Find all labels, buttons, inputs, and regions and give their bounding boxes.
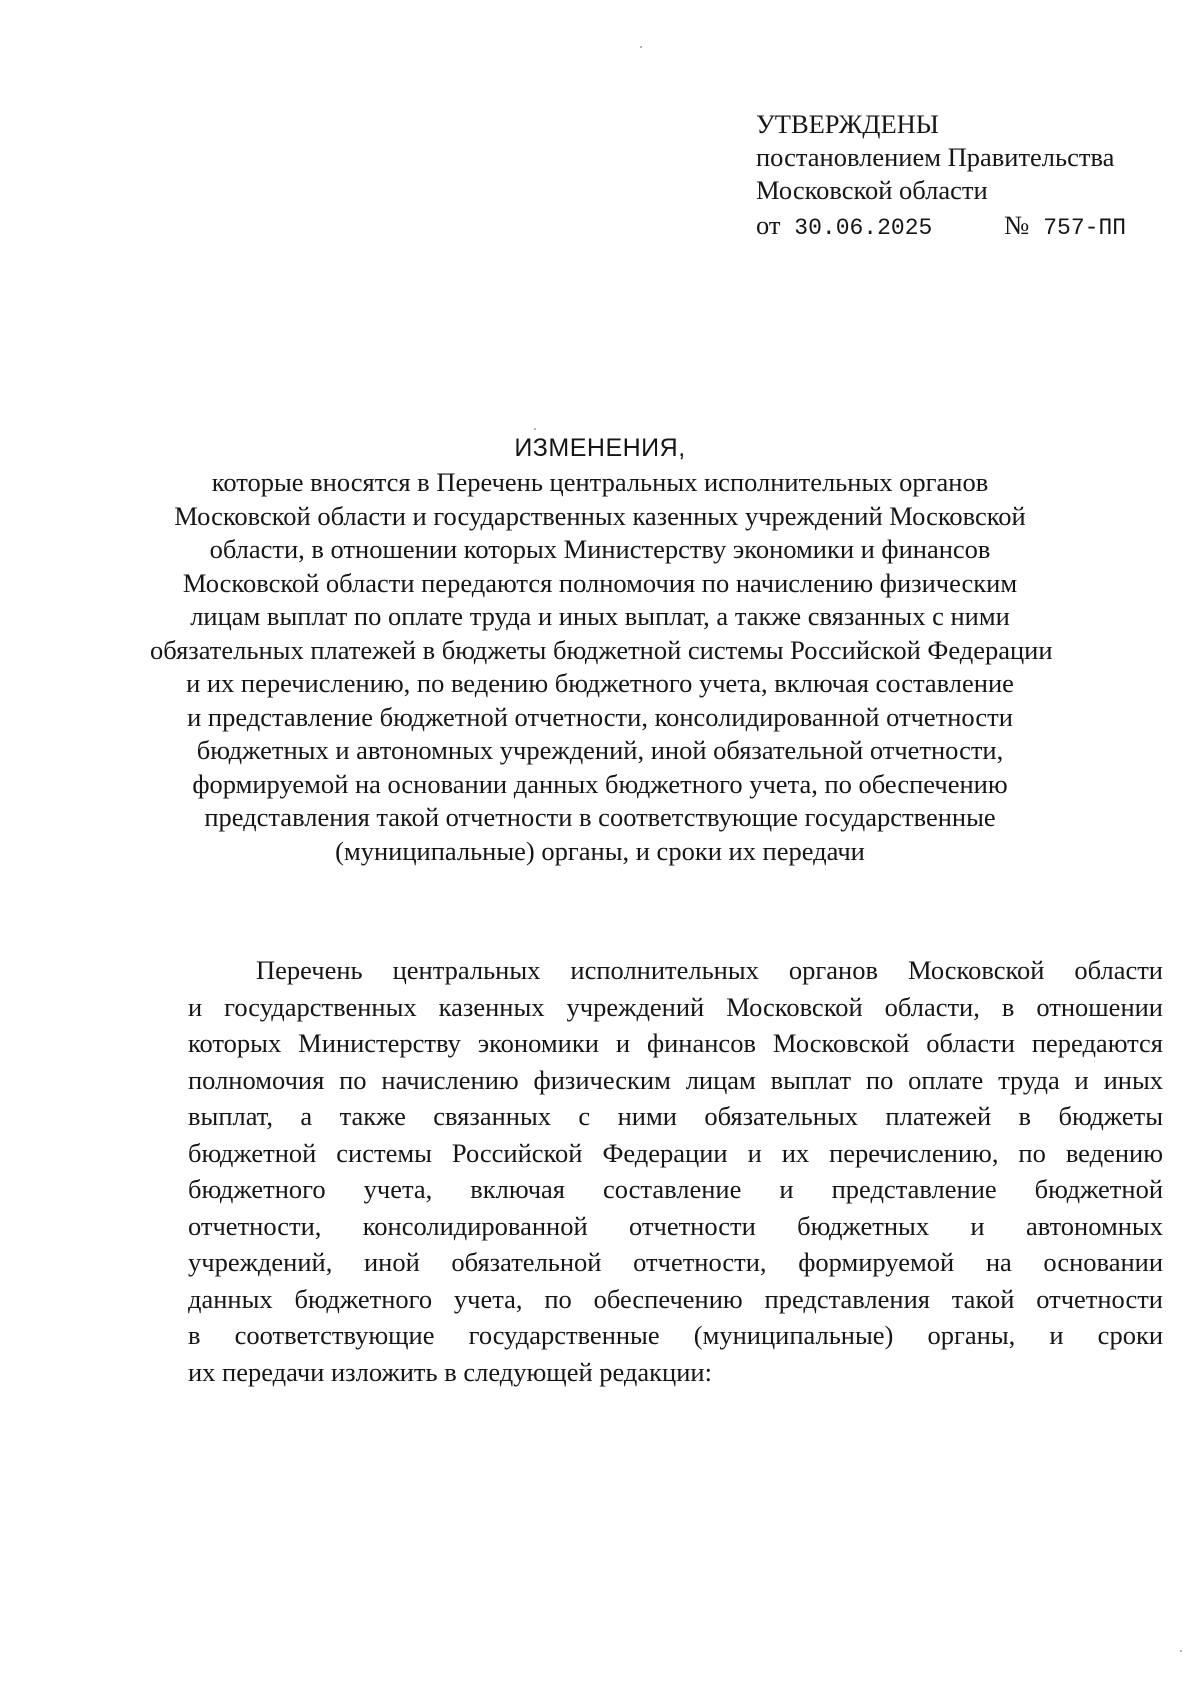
heading-line: обязательных платежей в бюджеты бюджетной системы Российской Федерации (150, 634, 1053, 665)
resolution-date: 30.06.2025 (794, 215, 933, 241)
approval-line-1: постановлением Правительства (756, 142, 1115, 172)
body-line: выплат, а также связанных с ними обязательных платежей в бюджеты (188, 1101, 1163, 1131)
body-line: в соответствующие государственные (муниципальные) органы, и сроки (188, 1320, 1163, 1350)
heading-line: лицам выплат по оплате труда и иных выплат, а также связанных с ними (190, 601, 1010, 631)
heading-title: ИЗМЕНЕНИЯ, (514, 434, 686, 462)
heading-line: (муниципальные) органы, и сроки их передачи (335, 835, 865, 866)
resolution-number: 757-ПП (1043, 215, 1127, 241)
number-sign: № (1004, 210, 1030, 240)
heading-line: бюджетных и автономных учреждений, иной обязательной отчетности, (196, 735, 1004, 765)
document-heading (150, 430, 1053, 868)
date-prefix: от (756, 210, 781, 240)
body-line: Перечень центральных исполнительных органов Московской области (256, 955, 1163, 985)
heading-line: Московской области и государственных казенных учреждений Московской (174, 500, 1026, 531)
body-line: данных бюджетного учета, по обеспечению представления такой отчетности (188, 1283, 1163, 1314)
body-paragraph (188, 952, 1163, 1390)
heading-line: Московской области передаются полномочия по начислению физическим (182, 567, 1018, 598)
heading-line: и представление бюджетной отчетности, консолидированной отчетности (187, 701, 1013, 732)
body-line: их передачи изложить в следующей редакции: (188, 1356, 712, 1387)
scan-speck (534, 428, 536, 430)
body-line: отчетности, консолидированной отчетности бюджетных и автономных (188, 1210, 1163, 1241)
body-line: и государственных казенных учреждений Московской области, в отношении (188, 991, 1163, 1022)
body-line: которых Министерству экономики и финансов Московской области передаются (188, 1028, 1163, 1058)
approval-block (756, 108, 1126, 245)
approval-title: УТВЕРЖДЕНЫ (756, 109, 939, 139)
body-line: бюджетной системы Российской Федерации и их перечислению, по ведению (188, 1137, 1163, 1168)
heading-line: формируемой на основании данных бюджетного учета, по обеспечению (192, 768, 1008, 799)
body-line: полномочия по начислению физическим лицам выплат по оплате труда и иных (188, 1064, 1163, 1095)
body-line: учреждений, иной обязательной отчетности, формируемой на основании (188, 1247, 1163, 1277)
heading-line: области, в отношении которых Министерству экономики и финансов (209, 534, 991, 564)
scan-speck (1180, 1650, 1182, 1652)
heading-line: которые вносятся в Перечень центральных исполнительных органов (211, 467, 989, 497)
heading-line: и их перечислению, по ведению бюджетного учета, включая составление (186, 668, 1014, 698)
heading-line: представления такой отчетности в соответствующие государственные (204, 802, 996, 832)
approval-date-line (756, 209, 1126, 245)
scan-speck (640, 46, 642, 48)
approval-line-2: Московской области (756, 175, 988, 205)
body-line: бюджетного учета, включая составление и представление бюджетной (188, 1174, 1163, 1204)
